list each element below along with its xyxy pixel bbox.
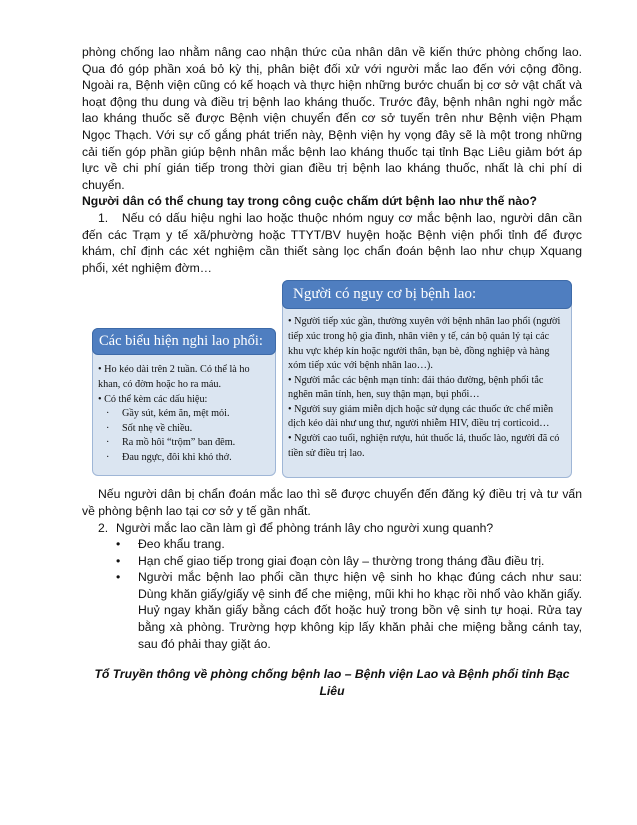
section-heading: Người dân có thể chung tay trong công cuộc chấm dứt bệnh lao như thế nào? xyxy=(82,194,537,209)
risk-item: • Người tiếp xúc gần, thường xuyên với bệnh nhân lao phổi (người tiếp xúc trong hộ gia đình, nhân viên y tế, cán bộ quản lý tại các khu vực khép kín hoặc người thân, bạn bè, đồng nghiệp và hàng xóm tiếp xúc với bệnh nhân lao…). xyxy=(288,316,561,372)
symptom-item: • Có thể kèm các dấu hiệu: xyxy=(98,393,208,405)
item-2-text: Người mắc lao cần làm gì để phòng tránh lây cho người xung quanh? xyxy=(116,520,494,535)
bullet-text: Đeo khẩu trang. xyxy=(138,537,225,552)
bullet-icon: • xyxy=(116,553,121,568)
item-2-number: 2. xyxy=(98,520,109,535)
symptom-sub-item xyxy=(98,422,270,437)
symptoms-box xyxy=(92,328,276,476)
bullet-text: Người mắc bệnh lao phổi cần thực hiện vệ sinh ho khạc đúng cách như sau: Dùng khăn giấy/giấy vệ sinh để che miệng, mũi khi ho khạc rồi nhổ vào khăn giấy. Huỷ ngay khăn giấy bằng cách đốt hoặc huỷ trong bồn vệ sinh tự hoại. Rửa tay bằng xà phòng. Trường hợp không kịp lấy khăn phải che miệng bằng cánh tay, sau đó phải thay giặt áo. xyxy=(138,570,582,651)
bullet-item xyxy=(82,536,582,553)
symptom-sub-text: Gầy sút, kém ăn, mệt mỏi. xyxy=(122,408,230,420)
bullet-dot: · xyxy=(106,408,110,420)
document-page xyxy=(82,44,582,699)
bullet-item xyxy=(82,553,582,570)
bullet-dot: · xyxy=(106,437,110,449)
intro-paragraph: phòng chống lao nhằm nâng cao nhận thức của nhân dân về kiến thức phòng chống lao. Qua đó góp phần xoá bỏ kỳ thị, phân biệt đối xử với người mắc lao đến với cộng đồng. Ngoài ra, Bệnh viện cũng có kế hoạch và thực hiện những bước chuẩn bị cơ sở vật chất và hoạt động thu dung và điều trị bệnh lao kháng thuốc. Trước đây, bệnh nhân nghi ngờ mắc lao kháng thuốc sẽ được Bệnh viện chuyển đến cơ sở tuyến trên như Bệnh viện Phạm Ngọc Thạch. Với sự cố gắng phát triển này, Bệnh viện hy vọng đây sẽ là một trong những cải tiến góp phần giúp bệnh nhân mắc bệnh lao kháng thuốc tại tỉnh Bạc Liêu giảm bớt áp lực về chi phí gián tiếp trong thời gian điều trị bệnh lao kháng thuốc, nhất là chi phí di chuyển. xyxy=(82,45,582,192)
symptom-sub-text: Đau ngực, đôi khi khó thở. xyxy=(122,451,232,463)
item-2 xyxy=(82,520,582,537)
risk-item: • Người mắc các bệnh mạn tính: đái tháo đường, bệnh phổi tắc nghẽn mãn tính, hen, suy thận mạn, bụi phổi… xyxy=(288,374,544,401)
after-box-paragraph: Nếu người dân bị chẩn đoán mắc lao thì sẽ được chuyển đến đăng ký điều trị và tư vấn về phòng bệnh lao tại cơ sở y tế gần nhất. xyxy=(82,487,582,518)
symptom-item: • Ho kéo dài trên 2 tuần. Có thể là ho khan, có đờm hoặc ho ra máu. xyxy=(98,364,250,390)
risk-box-body xyxy=(283,311,571,465)
footer-signature: Tổ Truyền thông về phòng chống bệnh lao – Bệnh viện Lao và Bệnh phổi tỉnh Bạc Liêu xyxy=(94,667,570,698)
symptom-sub-text: Sốt nhẹ về chiều. xyxy=(122,422,193,434)
bullet-text: Hạn chế giao tiếp trong giai đoạn còn lây – thường trong tháng đầu điều trị. xyxy=(138,553,545,568)
risk-group-box xyxy=(282,280,572,478)
symptom-sub-item xyxy=(98,407,270,422)
bullet-dot: · xyxy=(106,422,110,434)
bullet-dot: · xyxy=(106,451,110,463)
symptom-sub-item xyxy=(98,436,270,451)
info-boxes xyxy=(82,280,582,486)
bullet-icon: • xyxy=(116,537,121,552)
bullet-item xyxy=(82,569,582,652)
risk-item: • Người suy giảm miễn dịch hoặc sử dụng các thuốc ức chế miễn dịch kéo dài như ung thư, người nhiễm HIV, điều trị corticoid… xyxy=(288,403,554,430)
item-1-text: Nếu có dấu hiệu nghi lao hoặc thuộc nhóm nguy cơ mắc bệnh lao, người dân cần đến các Trạm y tế xã/phường hoặc TTYT/BV huyện hoặc Bệnh viện phổi tỉnh để được khám, chỉ định các xét nghiệm cần thiết sàng lọc chẩn đoán bệnh lao như chụp Xquang phổi, xét nghiệm đờm… xyxy=(82,210,582,275)
risk-box-title: Người có nguy cơ bị bệnh lao: xyxy=(282,280,572,309)
symptom-sub-text: Ra mồ hôi “trộm” ban đêm. xyxy=(122,437,236,449)
item-2-bullets xyxy=(82,536,582,652)
symptom-sub-item xyxy=(98,451,270,466)
symptoms-box-title: Các biểu hiện nghi lao phổi: xyxy=(92,328,276,355)
item-1-number: 1. xyxy=(98,210,109,225)
risk-item: • Người cao tuổi, nghiện rượu, hút thuốc lá, thuốc lào, người đã có tiền sử điều trị lao. xyxy=(288,433,560,459)
symptoms-box-body xyxy=(93,359,275,469)
item-1-paragraph xyxy=(82,210,582,276)
bullet-icon: • xyxy=(116,570,121,585)
